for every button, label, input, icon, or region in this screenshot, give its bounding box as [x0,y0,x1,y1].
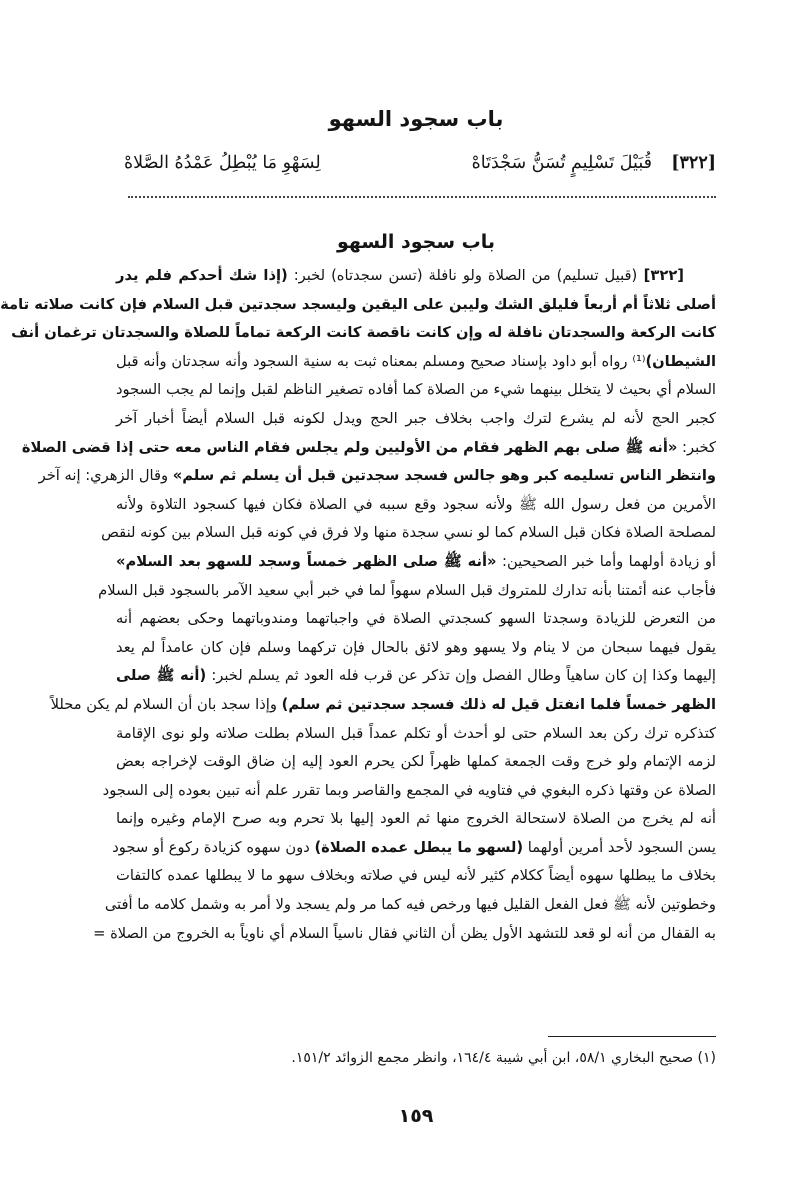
text-run: (قبيل تسليم) من الصلاة ولو نافلة (تسن سجدتاه) لخبر: [287,267,638,284]
page-number: ١٥٩ [398,1105,434,1127]
commentary-line [116,491,716,520]
commentary-line [116,634,716,663]
quoted-text: الشيطان) [645,352,716,370]
quoted-text: «أنه ﷺ صلى الظهر خمساً وسجد للسهو بعد السلام» [116,552,497,570]
text-run: أنه لم يخرج من الصلاة لاستحالة الخروج منها ثم العود إليها بلا تحرم وبه صرح الإمام وغيره وإنما [116,810,716,828]
text-run: الأمرين من فعل رسول الله ﷺ ولأنه سجود وقع سببه في الصلاة فكان فيها كسجود التلاوة ولأنه [116,495,716,513]
footnote-divider [548,1036,716,1037]
text-run: وقال الزهري: إنه آخر [38,467,173,485]
quoted-text: وانتظر الناس تسليمه كبر وهو جالس فسجد سجدتين قبل أن يسلم ثم سلم» [172,467,716,485]
commentary-line [116,805,716,834]
quoted-text: (إذا شك أحدكم فلم يدر [116,267,288,284]
quoted-text: (لسهو ما يبطل عمده الصلاة) [314,838,524,856]
quoted-text: [٣٢٢] [637,267,685,284]
text-run: كخبر: [677,438,716,456]
commentary-line [38,462,716,491]
commentary-line [11,319,716,348]
footnote: (١) صحيح البخاري ٥٨/١، ابن أبي شيبة ١٦٤/٤، وانظر مجمع الزوائد ١٥١/٢. [291,1050,716,1066]
commentary-line [116,262,716,291]
text-run: الصلاة عن وقتها ذكره البغوي في فتاويه في المجمع والقاصر وبما تقرر علم أنه تبين بعوده إلى السجود [102,781,716,799]
commentary-line [116,548,716,577]
chapter-title: باب سجود السهو [328,107,504,131]
text-run: فأجاب عنه أئمتنا بأنه تدارك للمتروك قبل السلام سهواً لما في خبر أبي سعيد الآمر بالسجود قبل السلام [98,581,716,599]
quoted-text: الظهر خمساً فلما انفتل قيل له ذلك فسجد سجدتين ثم سلم) [281,695,716,713]
commentary-line [104,891,716,920]
text-run: وإذا سجد بان أن السلام لم يكن محللاً [50,695,282,713]
section-title: باب سجود السهو [336,231,496,253]
quoted-text: (أنه ﷺ صلى [116,667,207,685]
verse-number: [٣٢٢] [671,153,716,173]
verse-first-hemistich: قُبَيْلَ تَسْلِيمٍ تُسَنُّ سَجْدَتَاهْ [471,153,652,173]
text-run: أو زيادة أولهما وأما خبر الصحيحين: [496,552,717,570]
text-run: إليهما وكذا إن كان ساهياً وطال الفصل وإن تذكر عن قرب فله العود ثم يسلم لخبر: [206,667,716,685]
text-run: لمصلحة الصلاة فكان قبل السلام كما لو نسي سجدة منها ولا فرق في كونه قبل السلام بين كونه لنقص [101,524,716,542]
text-run: كجبر الحج لأنه لم يشرع لترك واجب بخلاف جبر الحج ويدل لكونه قبل السلام أيضاً أخبار آخر [116,409,716,427]
text-run: ⁽¹⁾ رواه أبو داود بإسناد صحيح ومسلم بمعناه ثبت به سنية السجود وأنه سجدتان وأنه قبل [116,352,646,370]
quoted-text: أصلى ثلاثاً أم أربعاً فليلق الشك وليبن على اليقين وليسجد سجدتين قبل السلام فإن كانت صلاته تامة [0,295,716,313]
commentary-line [116,748,716,777]
commentary-text [0,262,717,948]
quoted-text: كانت الركعة والسجدتان نافلة له وإن كانت ناقصة كانت الركعة تماماً للصلاة والسجدتان ترغمان أنف [11,324,716,342]
commentary-line [21,434,716,463]
commentary-line [50,691,716,720]
commentary-line [101,519,716,548]
text-run: يسن السجود لأحد أمرين أولهما [523,838,716,856]
text-run: السلام أي بحيث لا يتخلل بينهما شيء من الصلاة كما أفاده تصغير الناظم لقبل وإنما لم يجب السجود [116,381,716,399]
commentary-line [112,834,716,863]
verse-second-hemistich: لِسَهْوِ مَا يُبْطِلُ عَمْدُهُ الصَّلاهْ [124,153,321,173]
commentary-line [116,348,716,377]
commentary-line [116,862,716,891]
commentary-line [116,376,716,405]
text-run: يقول فيهما سبحان من لا ينام ولا يسهو وهو لائق بالحال فإن تركهما وسلم فإن كان عامداً لم يعد [116,638,716,656]
commentary-line [93,920,716,949]
commentary-line [116,405,716,434]
commentary-line [116,662,716,691]
text-run: وخطوتين لأنه ﷺ فعل الفعل القليل فيها ورخص فيه كما مر ولم يسجد ولا أمر به وشمل كلامه ما أفتى [104,896,716,914]
text-run: دون سهوه كزيادة ركوع أو سجود [112,838,315,856]
commentary-line [116,605,716,634]
dotted-separator [128,196,716,198]
verse-line [116,146,716,180]
commentary-line [102,777,716,806]
commentary-line [116,720,716,749]
text-run: كتذكره ترك ركن بعد السلام حتى لو أحدث أو تكلم عمداً قبل السلام بطلت صلاته ولو نوى الإقامة [116,724,716,742]
text-run: بخلاف ما يبطلها سهوه أيضاً ككلام كثير لأنه ليس في صلاته وبخلاف سهو ما لا يبطلها عمده كالتفات [116,867,716,885]
quoted-text: «أنه ﷺ صلى بهم الظهر فقام من الأوليين ولم يجلس فقام الناس معه حتى إذا قضى الصلاة [21,438,678,456]
commentary-line [0,291,716,320]
commentary-line [98,577,716,606]
text-run: لزمه الإتمام ولو خرج وقت الجمعة كملها ظهراً لكن يحرم العود إليه إن ضاق الوقت لإخراجه بعض [116,753,716,771]
text-run: من التعرض للزيادة وسجدتا السهو كسجدتي الصلاة في واجباتهما ومندوباتهما وحكى بعضهم أنه [116,610,716,628]
text-run: به القفال من أنه لو قعد للتشهد الأول يظن أن الثاني فقال ناسياً السلام أي ناوياً به الخروج من الصلاة = [93,924,716,942]
